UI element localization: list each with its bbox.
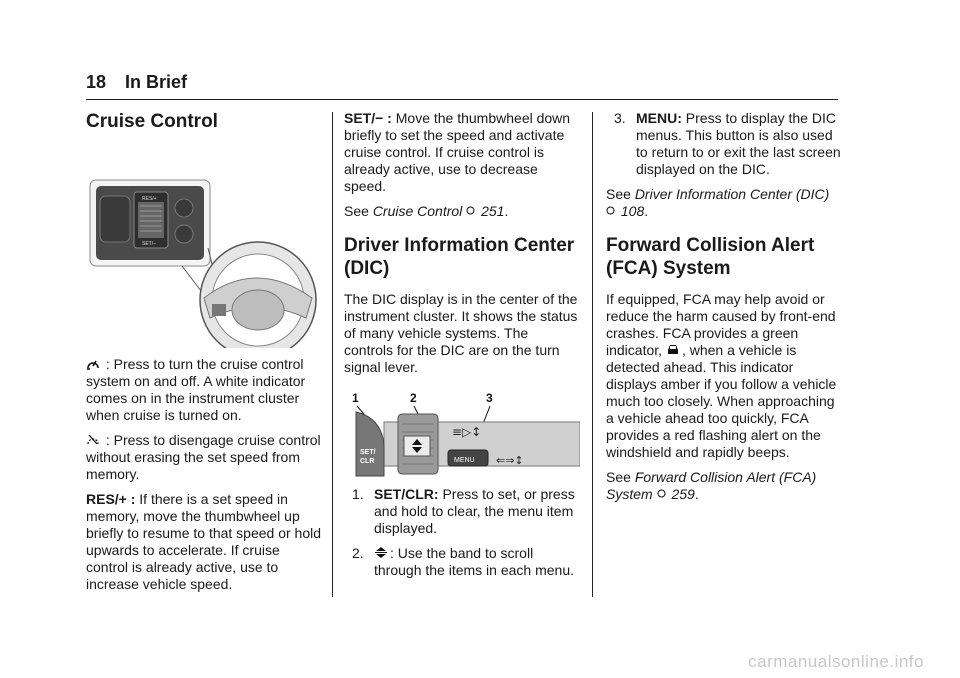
callout-1: 1	[352, 391, 359, 405]
setclr-label-1: SET/	[360, 449, 376, 456]
thumbwheel-band-icon	[374, 546, 388, 559]
set-label: SET/−	[142, 241, 157, 247]
see-dic-ref: See Driver Information Center (DIC) 108.	[606, 186, 830, 219]
callout-3: 3	[486, 391, 493, 405]
cruise-cancel-paragraph: : Press to disengage cruise control without erasing the set speed from memory.	[86, 432, 321, 482]
header-rule	[86, 99, 838, 100]
watermark: carmanualsonline.info	[748, 652, 924, 671]
dic-paragraph: The DIC display is in the center of the instrument cluster. It shows the status of many vehicle systems. The controls for the DIC are on the turn signal lever.	[344, 291, 578, 375]
list-item: 3. MENU: Press to display the DIC menus. This button is also used to return to or exit the last screen displayed on the DIC.	[614, 110, 841, 177]
dic-heading: Driver Information Center (DIC)	[344, 235, 575, 279]
fca-paragraph: If equipped, FCA may help avoid or reduce the harm caused by front-end crashes. FCA provides a green indicator, , when a vehicle is detected ahead. This indicator displays amber if you follow a vehicle much too closely. When approaching a vehicle ahead too quickly, FCA provides a red flashing alert on the windshield and rapidly beeps.	[606, 291, 837, 460]
turn-signal-lever-illustration	[344, 388, 580, 480]
steering-wheel-illustration	[86, 148, 322, 348]
set-minus-paragraph: SET/− : Move the thumbwheel down briefly to set the speed and activate cruise control. If cruise control is already active, use to decrease speed.	[344, 110, 571, 194]
svg-text:≡▷↕: ≡▷↕	[452, 425, 482, 439]
dic-link[interactable]: Driver Information Center (DIC)	[634, 186, 830, 202]
res-plus-paragraph: RES/+ : If there is a set speed in memory, move the thumbwheel up briefly to resume to that speed or hold upwards to accelerate. If cruise control is already active, use to increase vehicle speed.	[86, 491, 322, 592]
page-header	[86, 72, 187, 93]
dic-controls-list-cont	[606, 110, 842, 178]
cruise-control-heading: Cruise Control	[86, 111, 218, 132]
column-divider-1	[332, 112, 333, 597]
see-cruise-control-ref: See Cruise Control 251.	[344, 203, 509, 219]
section-title: In Brief	[125, 72, 188, 92]
callout-2: 2	[410, 391, 417, 405]
page-ref-icon	[466, 204, 475, 217]
cruise-on-off-icon	[86, 357, 100, 370]
fca-heading: Forward Collision Alert (FCA) System	[606, 235, 815, 279]
list-item: 1. SET/CLR: Press to set, or press and hold to clear, the menu item displayed.	[352, 486, 575, 536]
column-divider-2	[592, 112, 593, 597]
res-label: RES/+	[142, 196, 157, 202]
cruise-cancel-icon	[86, 433, 100, 446]
column-2	[344, 110, 580, 587]
dic-controls-list	[344, 486, 580, 579]
svg-text:⇐⇒↕: ⇐⇒↕	[496, 454, 524, 467]
vehicle-ahead-icon	[666, 343, 680, 356]
menu-label: MENU	[454, 457, 475, 464]
page-ref-icon	[657, 487, 666, 500]
setclr-label-2: CLR	[360, 458, 375, 465]
cruise-control-link[interactable]: Cruise Control	[372, 203, 463, 219]
cruise-on-off-paragraph: : Press to turn the cruise control system on and off. A white indicator comes on in the instrument cluster when cruise is turned on.	[86, 356, 306, 423]
fca-link[interactable]: Forward Collision Alert (FCA) System	[606, 469, 817, 502]
column-1	[86, 110, 322, 601]
page-ref-icon	[606, 204, 615, 217]
list-item: 2. : Use the band to scroll through the items in each menu.	[352, 545, 575, 578]
see-fca-ref: See Forward Collision Alert (FCA) System 259.	[606, 469, 817, 502]
column-3	[606, 110, 842, 511]
page-number: 18	[86, 72, 107, 92]
